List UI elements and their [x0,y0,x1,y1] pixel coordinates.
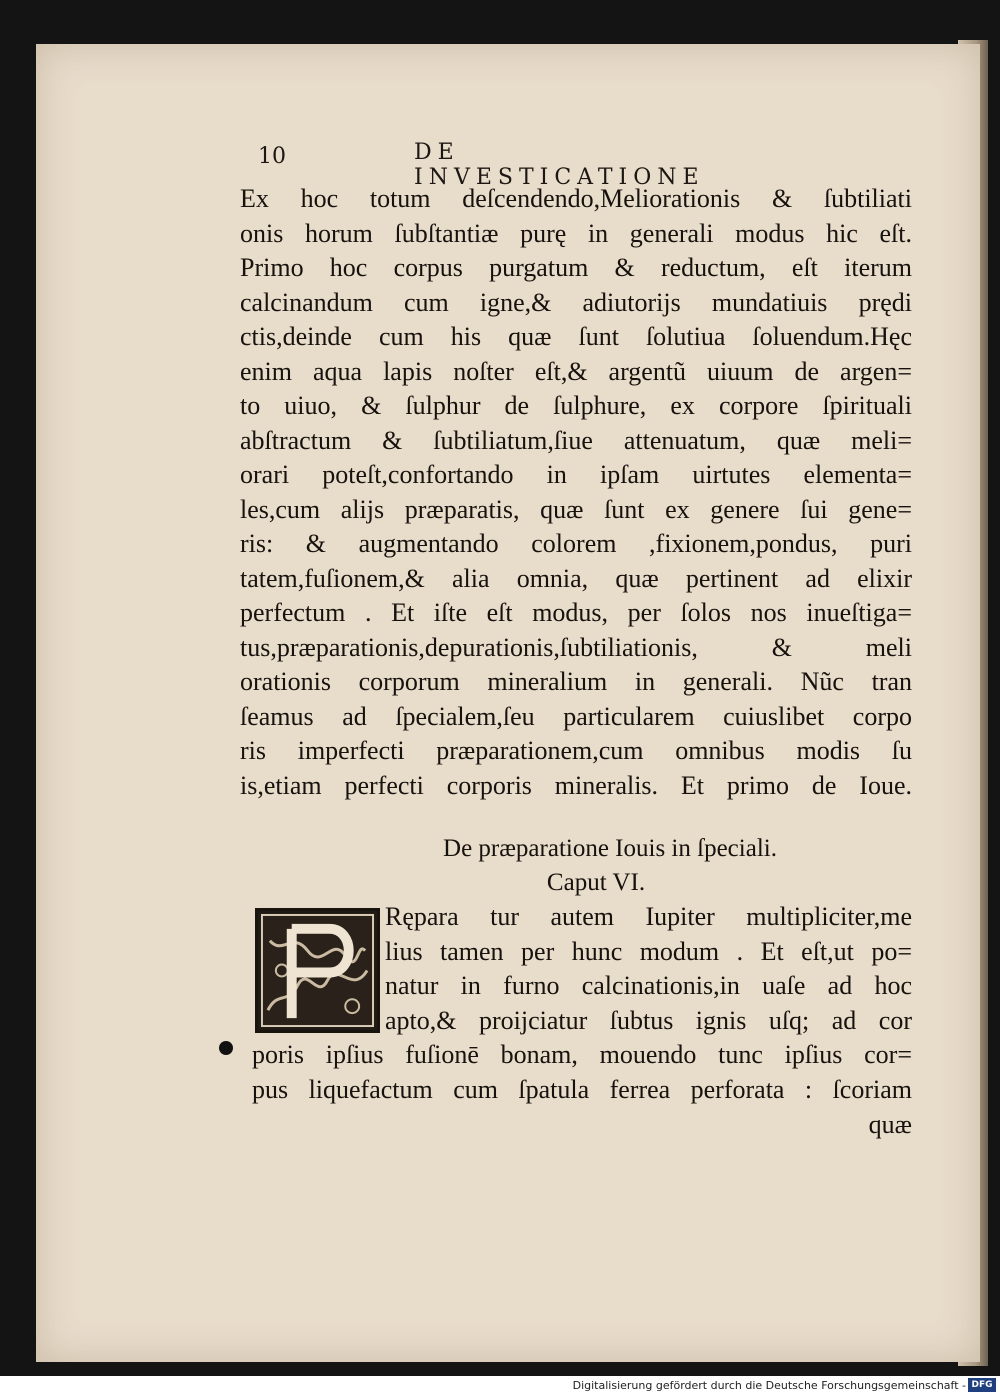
text-line: Primo hoc corpus purgatum & reductum, eſt iterum [240,253,912,282]
funding-credit: Digitalisierung gefördert durch die Deutsche Forschungsgemeinschaft - [572,1379,966,1392]
text-line: onis horum ſubſtantiæ purę in generali modus hic eſt. [240,218,912,248]
text-line: Ex hoc totum deſcendendo,Meliorationis & ſubtiliati [240,184,912,213]
decorated-initial [255,908,380,1033]
text-line: tus,præparationis,depurationis,ſubtiliationis, & meli [240,632,912,662]
text-line: enim aqua lapis noſter eſt,& argentũ uiuum de argen= [240,356,912,386]
chapter-indented-text [385,900,912,1038]
text-line: ſeamus ad ſpecialem,ſeu particularem cuiuslibet corpo [240,701,912,731]
text-line: ris: & augmentando colorem ,fixionem,pondus, puri [240,529,912,558]
text-line: les,cum alijs præparatis, quæ ſunt ex genere ſui gene= [240,494,912,524]
dfg-logo-icon: DFG [968,1378,996,1392]
body-text [240,182,912,803]
text-line: pus liquefactum cum ſpatula ferrea perforata : ſcoriam [252,1074,912,1104]
chapter-heading [240,832,912,900]
text-line: abſtractum & ſubtiliatum,ſiue attenuatum, quæ meli= [240,425,912,455]
text-line: ctis,deinde cum his quæ ſunt ſolutiua ſoluendum.Hęc [240,322,912,351]
text-line: Rępara tur autem Iupiter multipliciter,me [385,902,912,931]
text-line: calcinandum cum igne,& adiutorijs mundatiuis prędi [240,287,912,317]
text-line: poris ipſius fuſionē bonam, mouendo tunc ipſius cor= [252,1040,912,1069]
text-line: orationis corporum mineralium in generali. Nũc tran [240,667,912,696]
text-line: perfectum . Et iſte eſt modus, per ſolos nos inueſtiga= [240,598,912,627]
chapter-number: Caput VI. [546,869,646,896]
running-head-title: DE INVESTICATIONE [414,140,705,190]
margin-dot [219,1041,233,1055]
page-number: 10 [258,144,286,169]
running-head [258,140,758,190]
chapter-full-text [252,1038,912,1107]
text-line: to uiuo, & ſulphur de ſulphure, ex corpore ſpirituali [240,391,912,420]
text-line: lius tamen per hunc modum . Et eſt,ut po= [385,936,912,966]
decorated-initial-art [258,911,377,1030]
chapter-title: De præparatione Iouis in ſpeciali. [443,835,777,862]
catchword: quæ [868,1110,912,1139]
footer-bar [0,1376,1000,1395]
text-line: is,etiam perfecti corporis mineralis. Et primo de Ioue. [240,770,912,800]
text-line: natur in furno calcinationis,in uaſe ad hoc [385,971,912,1000]
text-line: tatem,fuſionem,& alia omnia, quæ pertinent ad elixir [240,563,912,593]
text-line: ris imperfecti præparationem,cum omnibus modis ſu [240,736,912,765]
text-line: orari poteſt,confortando in ipſam uirtutes elementa= [240,460,912,489]
text-line: apto,& proijciatur ſubtus ignis uſq; ad cor [385,1005,912,1035]
